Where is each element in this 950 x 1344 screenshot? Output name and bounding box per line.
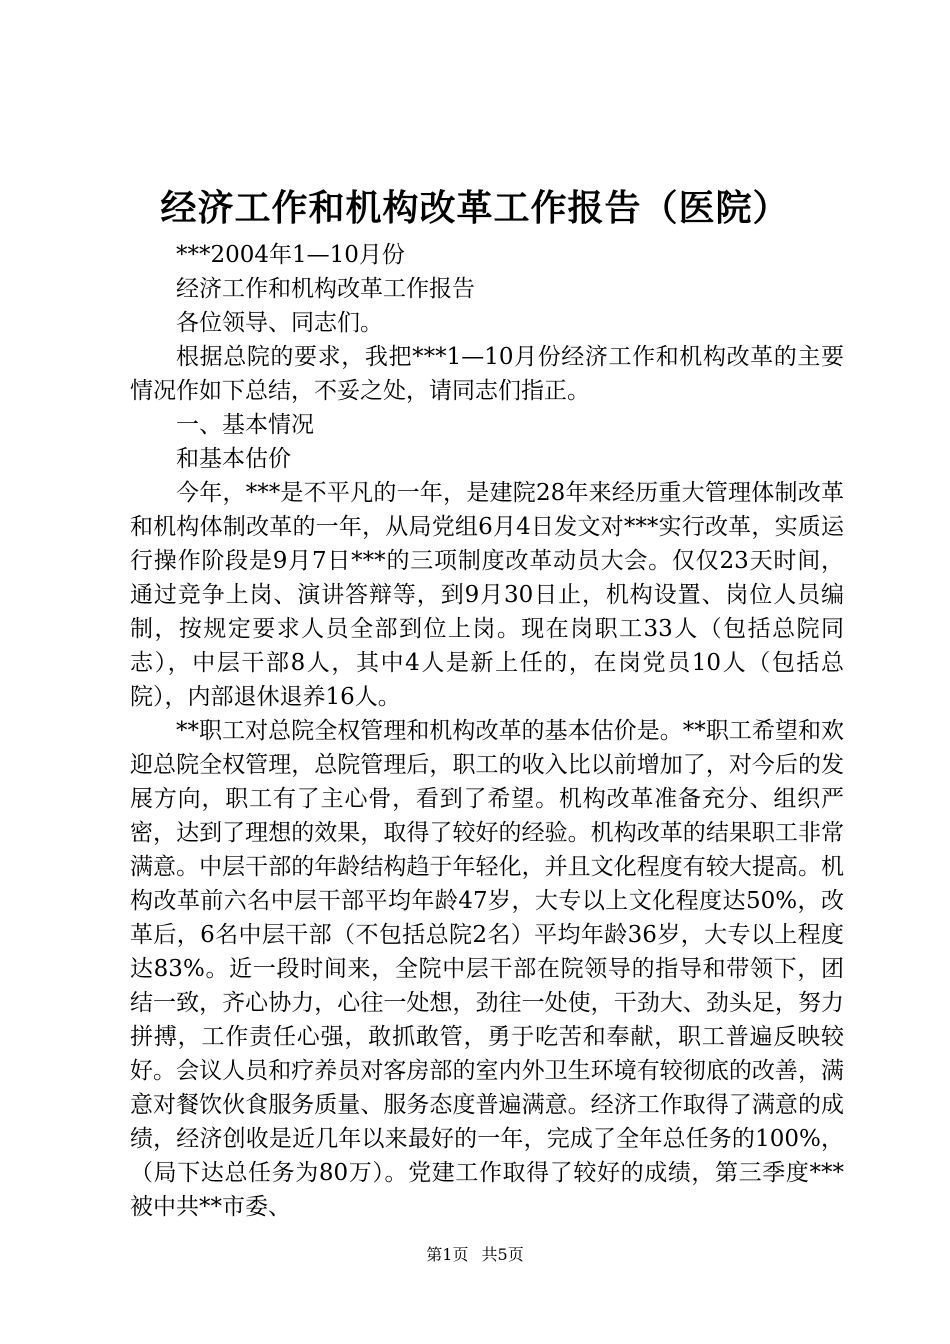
body-paragraph-1: 今年，***是不平凡的一年，是建院28年来经历重大管理体制改革和机构体制改革的一年，从局党组6月4日发文对***实行改革，实质运行操作阶段是9月7日***的三项制度改革动员大会。仅仅23天时间，通过竞争上岗、演讲答辩等，到9月30日止，机构设置、岗位人员编制，按规定要求人员全部到位上岗。现在岗职工33人（包括总院同志），中层干部8人，其中4人是新上任的，在岗党员10人（包括总院），内部退休退养16人。: [130, 480, 844, 710]
page-total: 共5页: [481, 1245, 524, 1264]
date-line: ***2004年1—10月份: [176, 242, 405, 268]
salutation: 各位领导、同志们。: [176, 310, 383, 336]
page-footer: [0, 1244, 950, 1266]
body-paragraph-2: **职工对总院全权管理和机构改革的基本估价是。**职工希望和欢迎总院全权管理，总院管理后，职工的收入比以前增加了，对今后的发展方向，职工有了主心骨，看到了希望。机构改革准备充分、组织严密，达到了理想的效果，取得了较好的经验。机构改革的结果职工非常满意。中层干部的年龄结构趋于年轻化，并且文化程度有较大提高。机构改革前六名中层干部平均年龄47岁，大专以上文化程度达50%，改革后，6名中层干部（不包括总院2名）平均年龄36岁，大专以上程度达83%。近一段时间来，全院中层干部在院领导的指导和带领下，团结一致，齐心协力，心往一处想，劲往一处使，干劲大、劲头足，努力拼搏，工作责任心强，敢抓敢管，勇于吃苦和奉献，职工普遍反映较好。会议人员和疗养员对客房部的室内外卫生环境有较彻底的改善，满意对餐饮伙食服务质量、服务态度普遍满意。经济工作取得了满意的成绩，经济创收是近几年以来最好的一年，完成了全年总任务的100%，（局下达总任务为80万）。党建工作取得了较好的成绩，第三季度***被中共**市委、: [130, 718, 844, 1220]
page-number: 第1页: [426, 1245, 469, 1264]
section-heading-basic-evaluation: 和基本估价: [176, 446, 291, 472]
document-title: 经济工作和机构改革工作报告（医院）: [160, 187, 790, 229]
document-body: [130, 238, 844, 1224]
section-heading-basic-situation: 一、基本情况: [176, 412, 314, 438]
intro-paragraph: 根据总院的要求，我把***1—10月份经济工作和机构改革的主要情况作如下总结，不妥之处，请同志们指正。: [130, 344, 844, 404]
report-subtitle: 经济工作和机构改革工作报告: [176, 276, 475, 302]
